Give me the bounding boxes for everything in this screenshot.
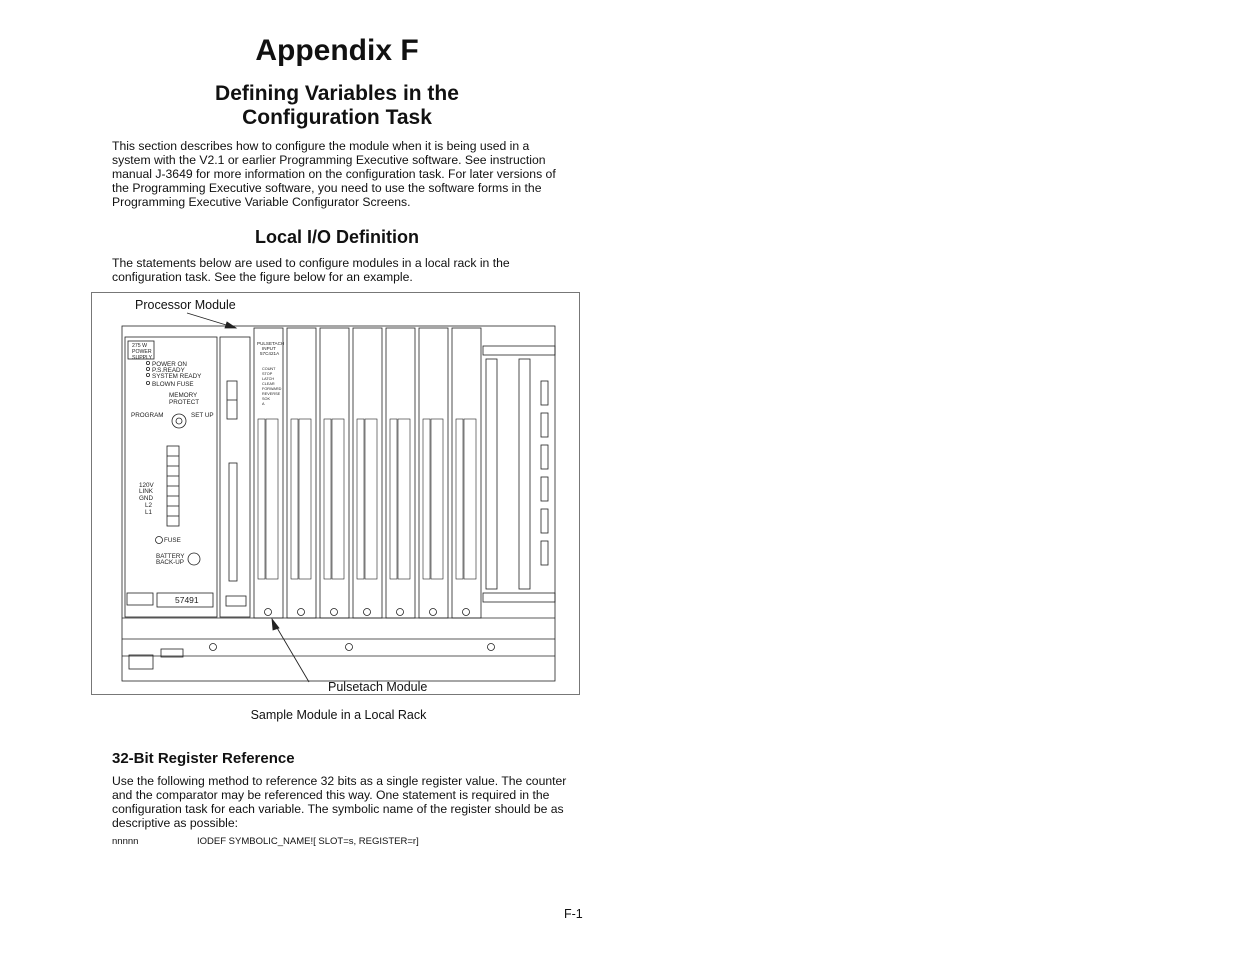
ps-header-2: POWER	[132, 349, 152, 355]
pulsetach-led-3: LATCH	[262, 377, 275, 381]
pulsetach-led-6: REVERSE	[262, 392, 281, 396]
syntax-statement: IODEF SYMBOLIC_NAME![ SLOT=s, REGISTER=r]	[197, 836, 419, 847]
pulsetach-led-5: FORWARD	[262, 387, 282, 391]
rack-figure	[91, 292, 580, 695]
terminal-l1: L1	[145, 509, 153, 516]
ps-led-3: SYSTEM READY	[152, 373, 202, 380]
processor-module-callout: Processor Module	[135, 298, 236, 312]
intro-paragraph: This section describes how to configure the module when it is being used in a system with the V2.1 or earlier Programming Executive software. See instruction manual J-3649 for more information on the configuration task. For later versions of the Programming Executive software, you need to use the software forms in the Programming Executive Variable Configurator Screens.	[112, 139, 556, 209]
pulsetach-led-2: STOP	[262, 372, 273, 376]
local-io-heading: Local I/O Definition	[254, 227, 419, 247]
battery-label-2: BACK-UP	[156, 559, 184, 566]
pulsetach-led-8: A	[262, 402, 265, 406]
local-io-paragraph: The statements below are used to configure modules in a local rack in the configuration task. See the figure below for an example.	[112, 256, 510, 284]
page-number: F-1	[564, 907, 583, 921]
pulsetach-header-2: INPUT	[262, 346, 276, 351]
setup-label: SET UP	[191, 412, 214, 419]
page-title: Appendix F	[255, 34, 419, 67]
ps-led-1: POWER ON	[152, 361, 187, 368]
section-title	[112, 82, 562, 130]
processor-module	[220, 337, 250, 617]
pulsetach-led-1: COUNT	[262, 367, 276, 371]
section-title-line2: Configuration Task	[242, 106, 432, 129]
register-paragraph: Use the following method to reference 32 bits as a single register value. The counter and the comparator may be referenced this way. One statement is required in the configuration task for each variable. The symbolic name of the register should be as descriptive as possible:	[112, 774, 567, 830]
pulsetach-header-1: PULSETACH	[257, 341, 285, 346]
ps-led-4: BLOWN FUSE	[152, 381, 194, 388]
io-module-slots	[254, 328, 481, 618]
register-heading: 32-Bit Register Reference	[112, 750, 295, 767]
program-label: PROGRAM	[131, 412, 164, 419]
pulsetach-callout-arrow	[273, 621, 309, 682]
ps-header-3: SUPPLY	[132, 355, 153, 361]
terminal-gnd: GND	[139, 495, 153, 502]
fuse-label: FUSE	[164, 537, 181, 544]
rack-illustration	[92, 293, 581, 696]
terminal-l2: L2	[145, 502, 153, 509]
pulsetach-module-callout: Pulsetach Module	[328, 680, 428, 694]
syntax-variable: nnnnn	[112, 836, 139, 847]
ps-header-1: 275 W	[132, 343, 147, 349]
section-title-line1: Defining Variables in the	[215, 82, 459, 105]
battery-label-1: BATTERY	[156, 553, 185, 560]
memory-protect-1: MEMORY	[169, 392, 198, 399]
figure-caption: Sample Module in a Local Rack	[250, 708, 427, 722]
ps-led-2: P.S.READY	[152, 367, 185, 374]
terminal-link: LINK	[139, 488, 153, 495]
part-number: 57491	[175, 595, 199, 605]
memory-protect-2: PROTECT	[169, 399, 200, 406]
pulsetach-led-4: CLEAR	[262, 382, 275, 386]
terminal-120v: 120V	[139, 482, 154, 489]
pulsetach-header-3: 57C421A	[260, 351, 280, 356]
pulsetach-led-7: SOK	[262, 397, 271, 401]
